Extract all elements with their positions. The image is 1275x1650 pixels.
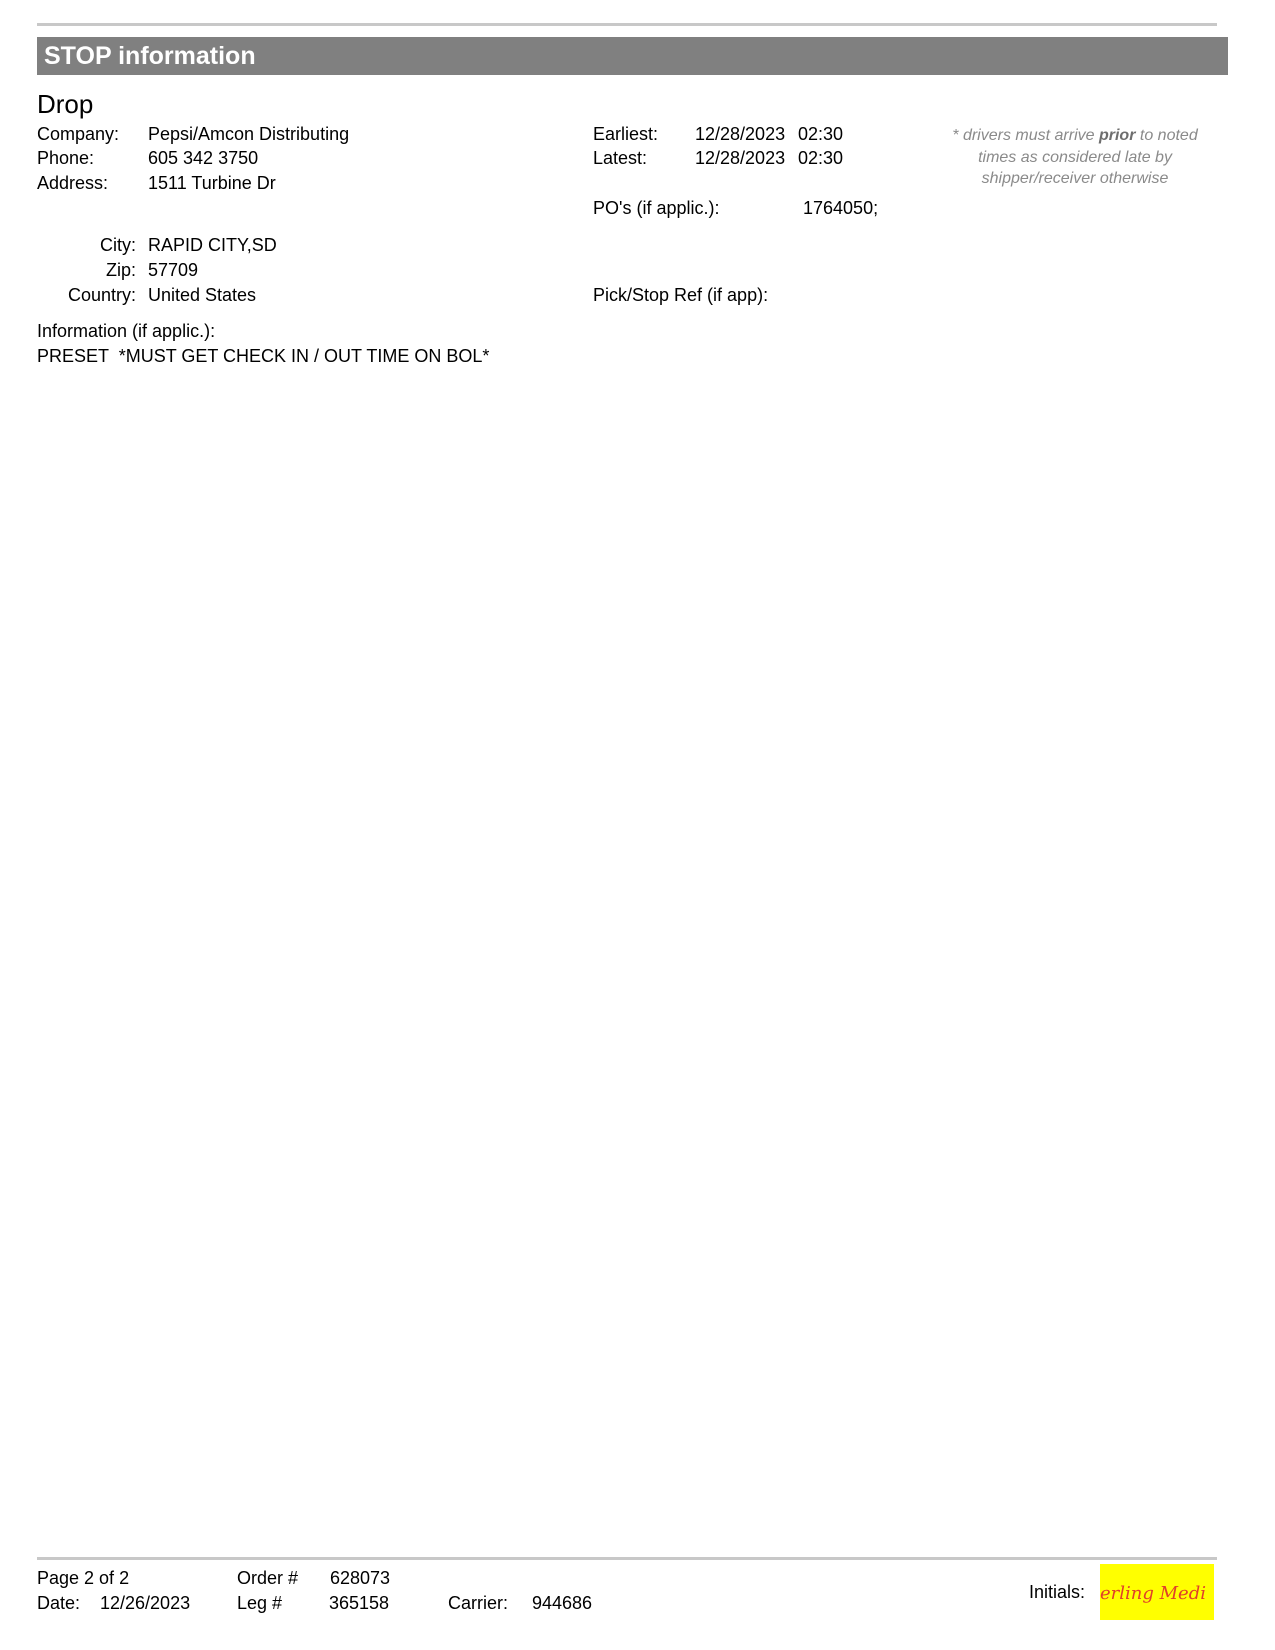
country-label: Country:	[67, 285, 136, 305]
information-value: PRESET *MUST GET CHECK IN / OUT TIME ON BOL*	[37, 346, 490, 366]
initials-label: Initials:	[1029, 1582, 1086, 1602]
earliest-time: 02:30	[798, 124, 844, 144]
earliest-date: 12/28/2023	[695, 124, 786, 144]
phone-label: Phone:	[37, 148, 95, 168]
latest-date: 12/28/2023	[695, 148, 786, 168]
late-note-emphasis: prior	[1098, 127, 1136, 144]
initials-signature: erling Medi	[1100, 1583, 1206, 1604]
footer-divider	[37, 1557, 1217, 1560]
section-header-bar	[37, 37, 1228, 75]
page-indicator: Page 2 of 2	[37, 1568, 130, 1588]
date-value: 12/26/2023	[100, 1593, 191, 1613]
section-title: STOP information	[44, 42, 256, 70]
company-value: Pepsi/Amcon Distributing	[148, 124, 350, 144]
latest-label: Latest:	[593, 148, 648, 168]
phone-value: 605 342 3750	[148, 148, 259, 168]
carrier-value: 944686	[532, 1593, 593, 1613]
late-arrival-note	[950, 125, 1200, 190]
information-label: Information (if applic.):	[37, 321, 216, 341]
country-value: United States	[148, 285, 257, 305]
stop-type-heading: Drop	[37, 89, 94, 119]
late-note-text-start: * drivers must arrive	[952, 127, 1099, 144]
carrier-label: Carrier:	[448, 1593, 509, 1613]
order-value: 628073	[330, 1568, 391, 1588]
po-label: PO's (if applic.):	[593, 198, 720, 218]
zip-label: Zip:	[105, 260, 136, 280]
leg-value: 365158	[329, 1593, 390, 1613]
pick-stop-ref-label: Pick/Stop Ref (if app):	[593, 285, 769, 305]
company-label: Company:	[37, 124, 120, 144]
leg-label: Leg #	[237, 1593, 283, 1613]
city-value: RAPID CITY,SD	[148, 235, 277, 255]
po-value: 1764050;	[803, 198, 879, 218]
initials-signature-box	[1100, 1564, 1214, 1620]
zip-value: 57709	[148, 260, 199, 280]
top-divider	[37, 23, 1217, 26]
date-label: Date:	[37, 1593, 81, 1613]
latest-time: 02:30	[798, 148, 844, 168]
address-label: Address:	[37, 173, 109, 193]
late-note-text-end: to noted times as considered late by shipper/receiver otherwise	[978, 127, 1198, 187]
city-label: City:	[100, 235, 136, 255]
address-value: 1511 Turbine Dr	[148, 173, 276, 193]
order-label: Order #	[237, 1568, 299, 1588]
earliest-label: Earliest:	[593, 124, 659, 144]
